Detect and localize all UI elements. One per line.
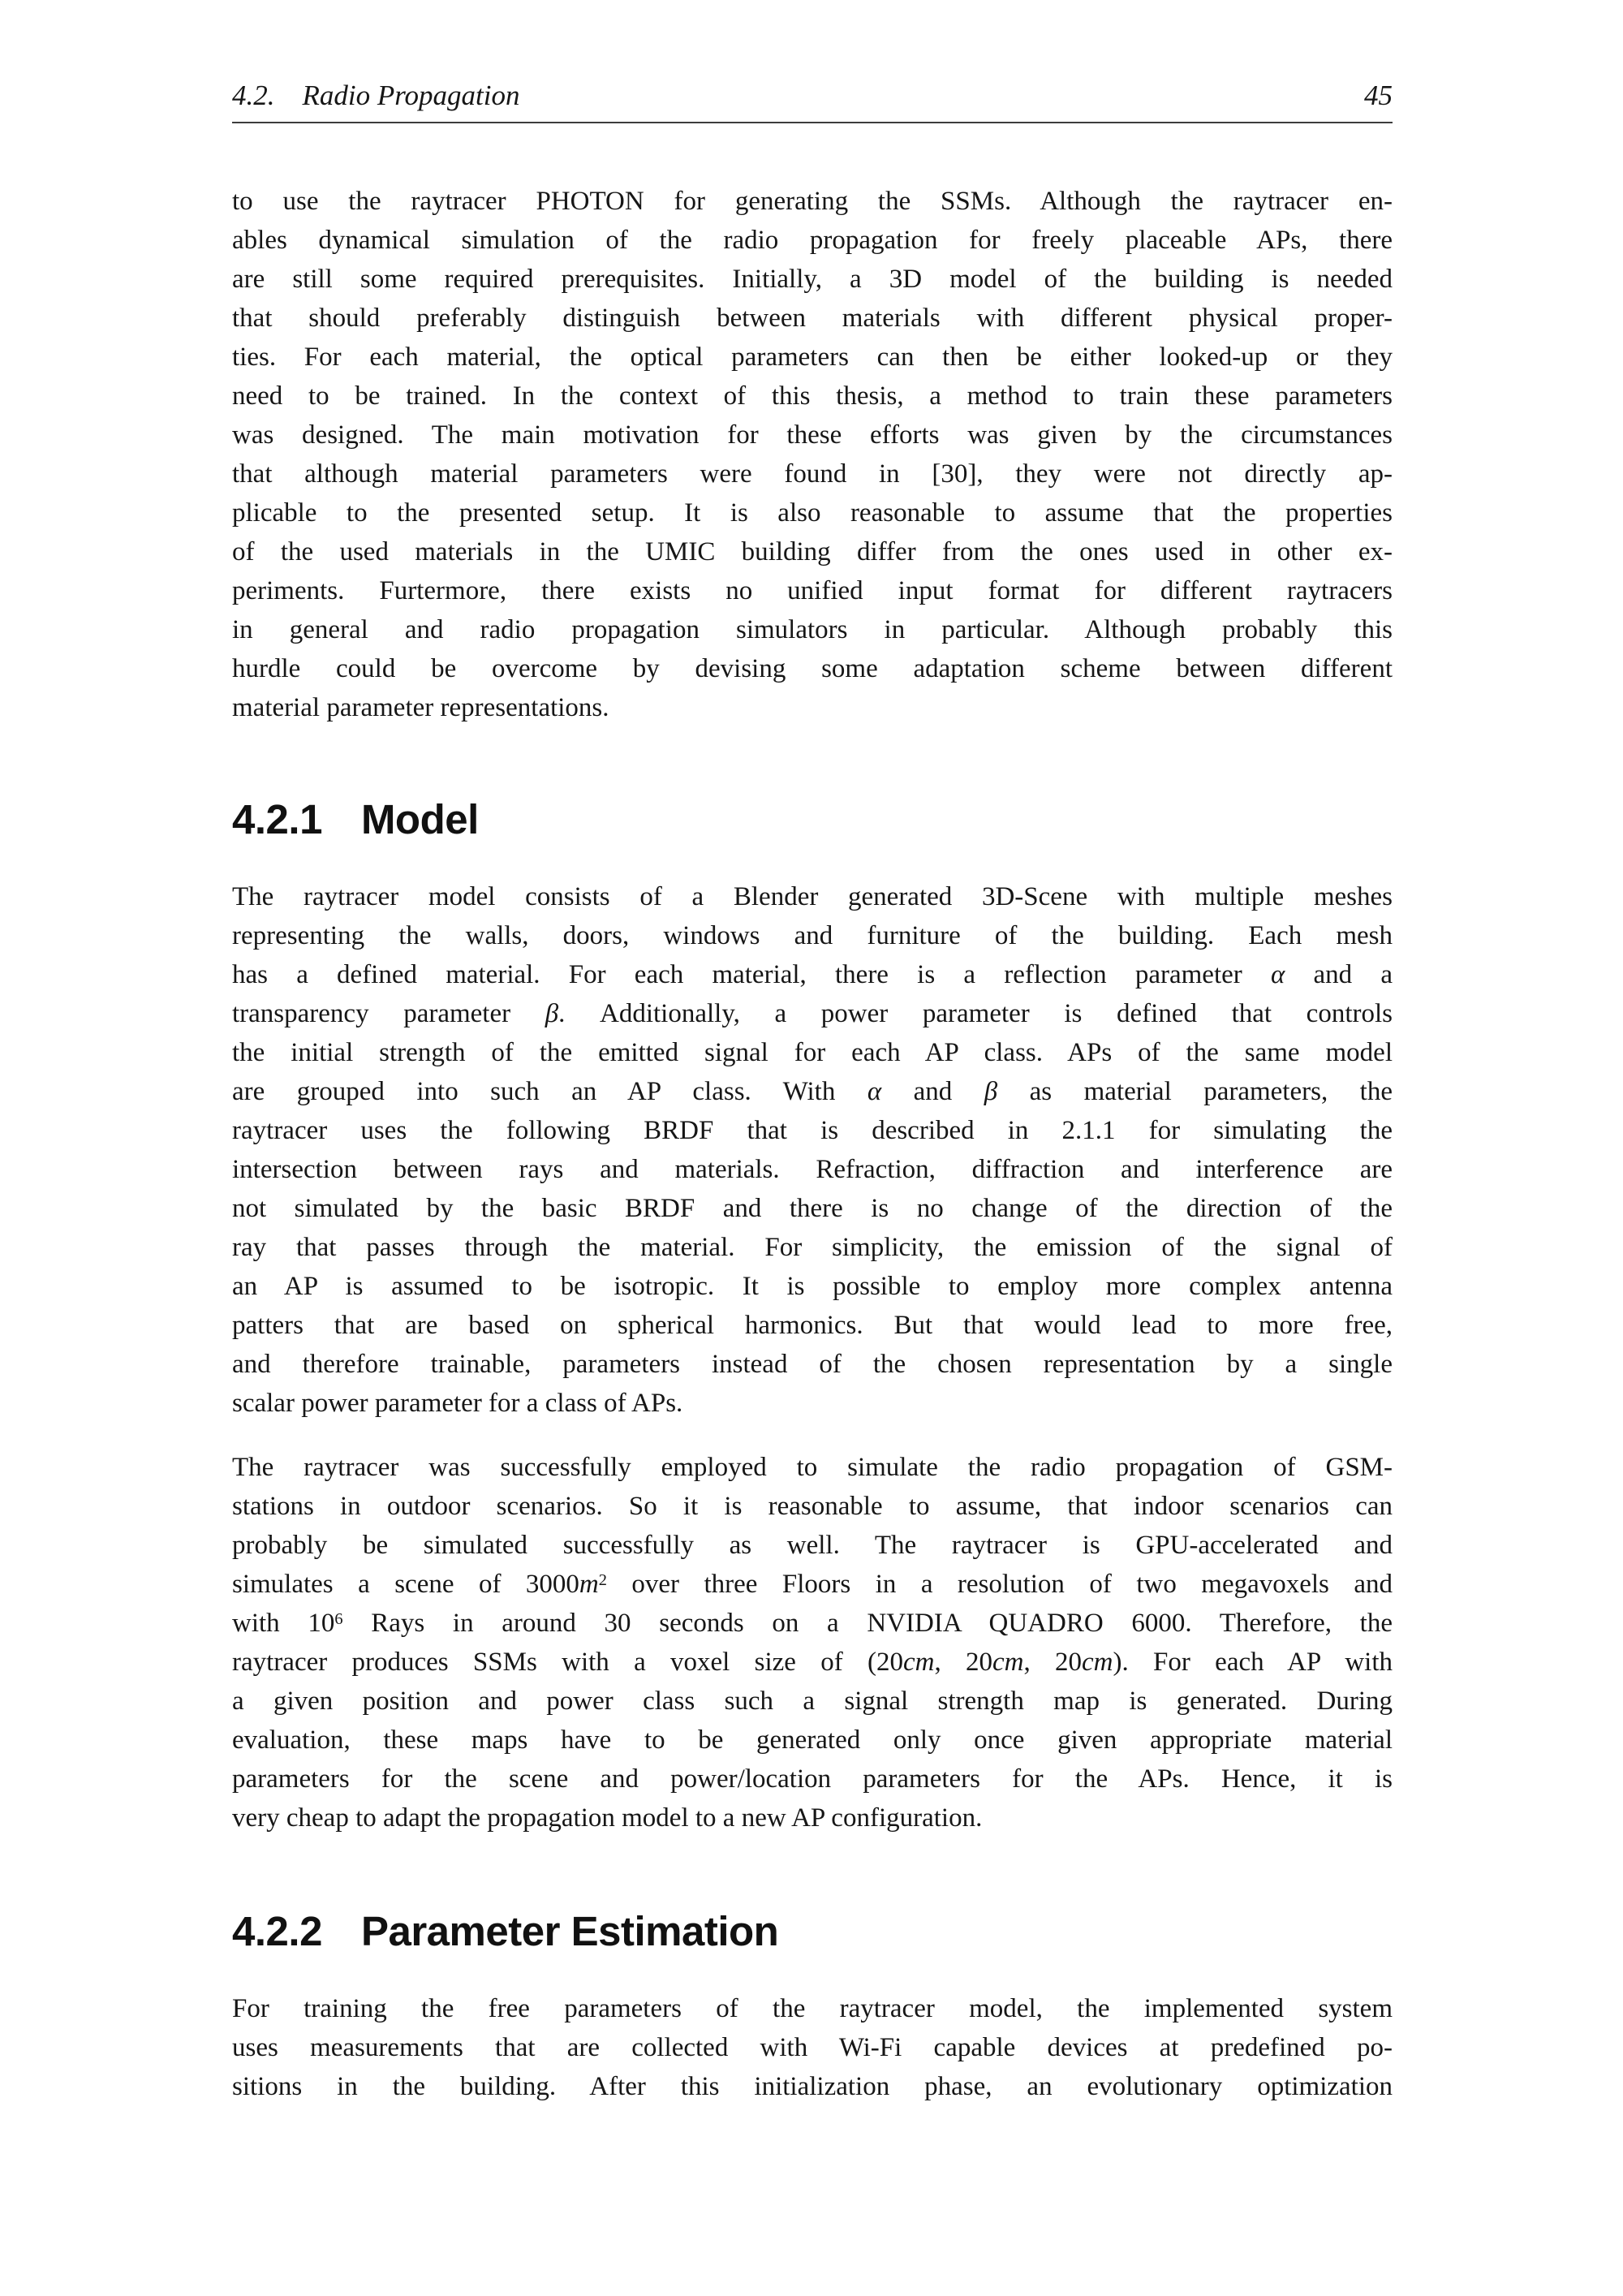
subsection-heading [232,797,479,842]
text-line: The raytracer was successfully employed to simulate the radio propagation of GSM- [232,1453,1393,1482]
subsection-title: Parameter Estimation [360,1908,779,1954]
math-italic: β [984,1077,998,1106]
subsection-number: 4.2.1 [232,796,322,842]
text-line: The raytracer model consists of a Blender generated 3D-Scene with multiple meshes [232,882,1393,911]
text-line: need to be trained. In the context of this thesis, a method to train these parameters [232,381,1393,411]
text-line: hurdle could be overcome by devising some adaptation scheme between different [232,654,1393,683]
math-italic: cm [902,1648,935,1677]
text-line: ties. For each material, the optical parameters can then be either looked-up or they [232,342,1393,372]
text-line: transparency parameter β. Additionally, a power parameter is defined that controls [232,999,1393,1028]
paragraph [232,877,1393,1423]
text-line: representing the walls, doors, windows and furniture of the building. Each mesh [232,921,1393,950]
text-line: very cheap to adapt the propagation model to a new AP configuration. [232,1803,983,1833]
text-line: scalar power parameter for a class of APs. [232,1389,683,1418]
text-line: to use the raytracer PHOTON for generating the SSMs. Although the raytracer en- [232,187,1393,216]
text-line: ables dynamical simulation of the radio propagation for freely placeable APs, there [232,226,1393,255]
math-italic: α [1270,960,1285,989]
header-section-title: Radio Propagation [302,80,520,111]
text-line: raytracer produces SSMs with a voxel size of (20cm, 20cm, 20cm). For each AP with [232,1648,1393,1677]
math-italic: cm [992,1648,1024,1677]
text-line: parameters for the scene and power/location parameters for the APs. Hence, it is [232,1764,1393,1794]
text-line: that although material parameters were found in [30], they were not directly ap- [232,459,1393,489]
paragraph [232,182,1393,727]
text-line: stations in outdoor scenarios. So it is reasonable to assume, that indoor scenarios can [232,1492,1393,1521]
header-section-number: 4.2. [232,80,275,111]
math-italic: β [545,999,559,1028]
math-italic: m [579,1570,599,1599]
text-line: intersection between rays and materials. Refraction, diffraction and interference are [232,1155,1393,1184]
math-italic: α [867,1077,882,1106]
page-body [232,0,1393,2296]
text-line: was designed. The main motivation for these efforts was given by the circumstances [232,420,1393,450]
text-line: not simulated by the basic BRDF and there is no change of the direction of the [232,1194,1393,1223]
paragraph [232,1989,1393,2106]
text-line: in general and radio propagation simulators in particular. Although probably this [232,615,1393,644]
text-line: of the used materials in the UMIC building differ from the ones used in other ex- [232,537,1393,566]
text-line: material parameter representations. [232,693,609,722]
subsection-number: 4.2.2 [232,1908,322,1954]
text-line: evaluation, these maps have to be generated only once given appropriate material [232,1725,1393,1755]
text-line: simulates a scene of $3000m^2$ over three Floors in a resolution of two megavoxels and [232,1570,1393,1599]
text-line: an AP is assumed to be isotropic. It is possible to employ more complex antenna [232,1272,1393,1301]
paragraph [232,1448,1393,1837]
text-line: probably be simulated successfully as well. The raytracer is GPU-accelerated and [232,1531,1393,1560]
text-line: periments. Furtermore, there exists no unified input format for different raytracers [232,576,1393,605]
text-line: ray that passes through the material. For simplicity, the emission of the signal of [232,1233,1393,1262]
text-line: the initial strength of the emitted signal for each AP class. APs of the same model [232,1038,1393,1067]
text-line: are grouped into such an AP class. With α and β as material parameters, the [232,1077,1393,1106]
text-line: For training the free parameters of the raytracer model, the implemented system [232,1994,1393,2023]
text-line: sitions in the building. After this initialization phase, an evolutionary optimization [232,2072,1393,2101]
text-line: with $10^6$ Rays in around 30 seconds on a NVIDIA QUADRO 6000. Therefore, the [232,1609,1393,1638]
math-italic: cm [1082,1648,1113,1677]
text-line: plicable to the presented setup. It is also reasonable to assume that the properties [232,498,1393,528]
text-line: has a defined material. For each material, there is a reflection parameter α and a [232,960,1393,989]
text-line: patters that are based on spherical harmonics. But that would lead to more free, [232,1311,1393,1340]
subsection-heading [232,1909,778,1954]
page-number: 45 [1364,80,1393,111]
text-line: a given position and power class such a signal strength map is generated. During [232,1686,1393,1716]
text-line: uses measurements that are collected with Wi-Fi capable devices at predefined po- [232,2033,1393,2062]
text-line: that should preferably distinguish between materials with different physical proper- [232,304,1393,333]
subsection-title: Model [360,796,479,842]
superscript: 6 [334,1609,343,1628]
text-line: are still some required prerequisites. Initially, a 3D model of the building is needed [232,265,1393,294]
text-line: raytracer uses the following BRDF that is described in 2.1.1 for simulating the [232,1116,1393,1145]
superscript: 2 [598,1570,607,1589]
text-line: and therefore trainable, parameters instead of the chosen representation by a single [232,1350,1393,1379]
